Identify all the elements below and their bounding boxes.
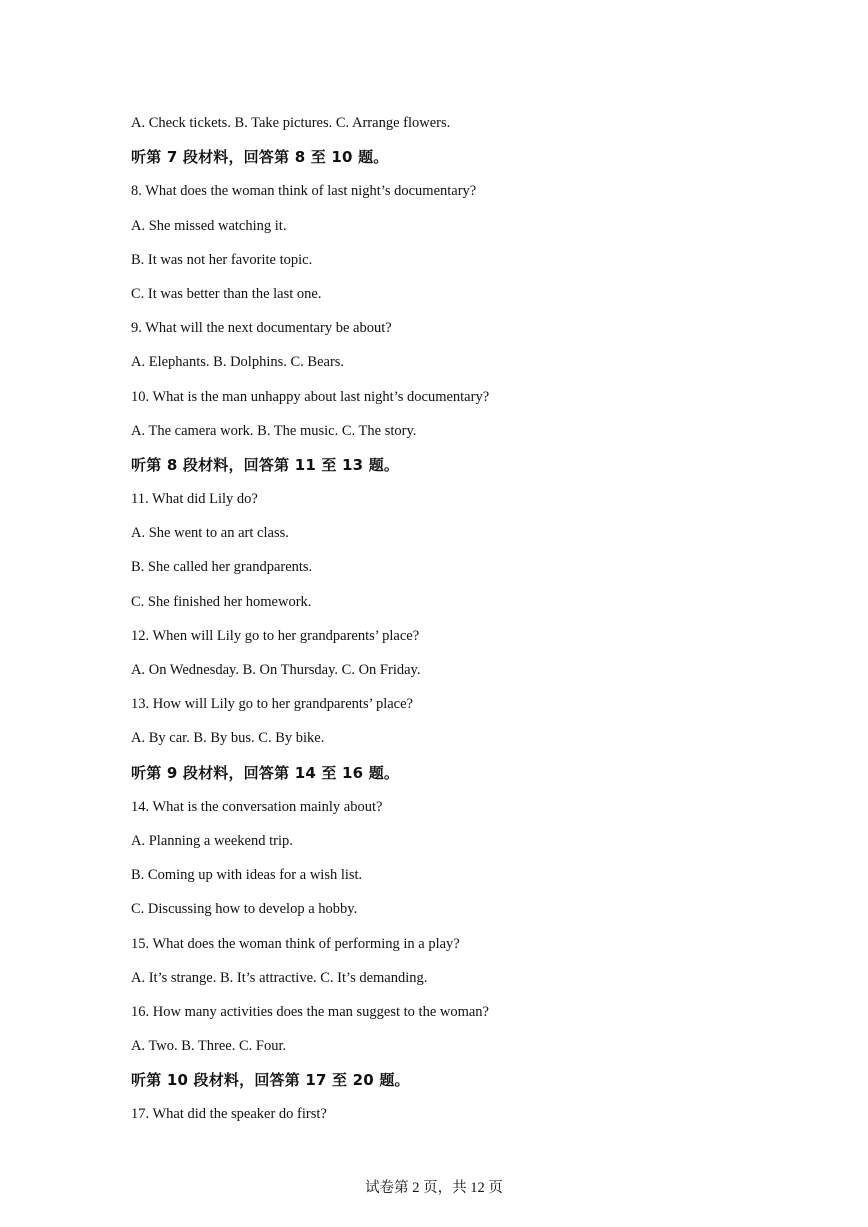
question-line: A. The camera work. B. The music. C. The story. <box>131 422 417 439</box>
question-line: 8. What does the woman think of last night’s documentary? <box>131 183 477 200</box>
question-line: 16. How many activities does the man suggest to the woman? <box>131 1003 489 1020</box>
section-heading: 听第 10 段材料，回答第 17 至 20 题。 <box>131 1071 410 1090</box>
question-line: A. On Wednesday. B. On Thursday. C. On Friday. <box>131 662 421 678</box>
question-line: A. Elephants. B. Dolphins. C. Bears. <box>131 354 345 371</box>
question-line: B. Coming up with ideas for a wish list. <box>131 867 363 884</box>
question-line: 12. When will Lily go to her grandparents’ place? <box>131 627 420 644</box>
question-line: 11. What did Lily do? <box>131 491 258 508</box>
question-line: 14. What is the conversation mainly about? <box>131 798 383 815</box>
question-line: A. Planning a weekend trip. <box>131 832 293 849</box>
question-list <box>131 113 771 1139</box>
question-line: C. It was better than the last one. <box>131 285 322 302</box>
question-line: 13. How will Lily go to her grandparents’ place? <box>131 696 413 713</box>
page-footer: 试卷第 2 页，共 12 页 <box>365 1180 503 1196</box>
question-line: 17. What did the speaker do first? <box>131 1106 327 1123</box>
question-line: 9. What will the next documentary be about? <box>131 320 392 337</box>
question-line: A. Check tickets. B. Take pictures. C. Arrange flowers. <box>131 115 451 131</box>
section-heading: 听第 9 段材料，回答第 14 至 16 题。 <box>131 763 400 782</box>
section-heading: 听第 7 段材料，回答第 8 至 10 题。 <box>131 148 389 167</box>
section-heading: 听第 8 段材料，回答第 11 至 13 题。 <box>131 455 400 474</box>
question-line: A. It’s strange. B. It’s attractive. C. It’s demanding. <box>131 969 428 986</box>
question-line: C. She finished her homework. <box>131 593 312 610</box>
question-line: B. It was not her favorite topic. <box>131 251 313 268</box>
question-line: A. Two. B. Three. C. Four. <box>131 1038 287 1055</box>
question-line: C. Discussing how to develop a hobby. <box>131 901 358 918</box>
question-line: A. By car. B. By bus. C. By bike. <box>131 730 325 747</box>
question-line: B. She called her grandparents. <box>131 559 313 576</box>
question-line: A. She missed watching it. <box>131 217 287 234</box>
question-line: 10. What is the man unhappy about last night’s documentary? <box>131 388 490 405</box>
question-line: A. She went to an art class. <box>131 525 289 542</box>
question-line: 15. What does the woman think of performing in a play? <box>131 935 460 952</box>
